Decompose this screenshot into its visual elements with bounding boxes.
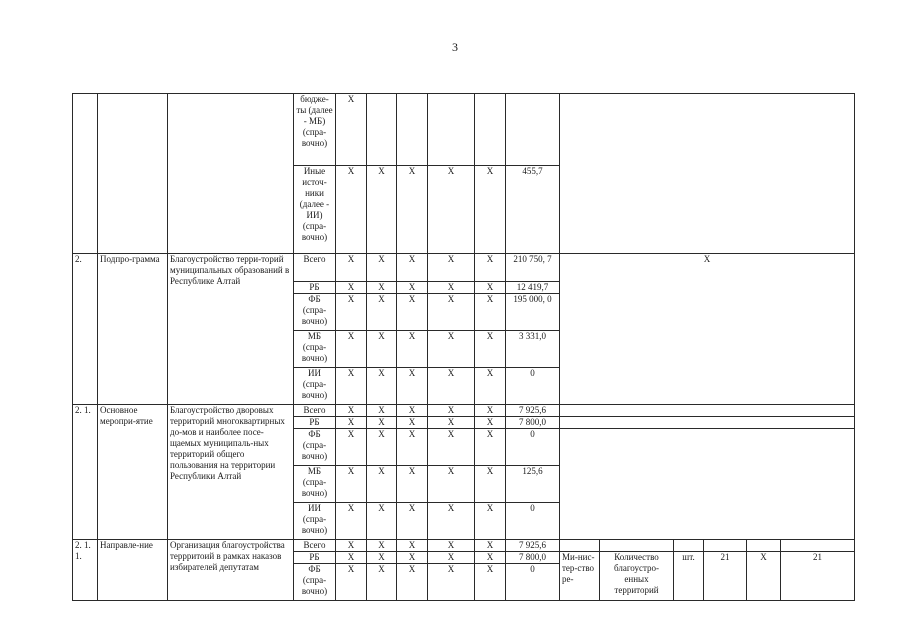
x-cell: X	[336, 254, 367, 282]
row-number: 2.	[73, 254, 98, 405]
x-cell: X	[475, 282, 506, 294]
source-label: ИИ (спра-вочно)	[294, 368, 336, 405]
unit-cell: шт.	[674, 552, 704, 601]
x-cell: X	[428, 254, 475, 282]
x-cell: X	[475, 540, 506, 552]
x-cell: X	[367, 368, 397, 405]
indicator-blank	[560, 429, 855, 540]
x-cell: X	[397, 466, 428, 503]
x-cell: X	[367, 540, 397, 552]
x-cell: X	[336, 331, 367, 368]
x-cell: X	[475, 166, 506, 254]
x-cell: X	[475, 503, 506, 540]
x-cell: X	[367, 254, 397, 282]
ministry-cell: Ми-нис-тер-ство ре-	[560, 552, 600, 601]
x-cell: X	[475, 466, 506, 503]
x-cell: X	[367, 282, 397, 294]
source-label: РБ	[294, 417, 336, 429]
x-cell: X	[475, 405, 506, 417]
source-label: РБ	[294, 552, 336, 564]
cont-indicator-cell	[560, 94, 855, 254]
source-label: Всего	[294, 254, 336, 282]
x-cell: X	[397, 503, 428, 540]
row-name: Организация благоустройства террритоий в рамках наказов избирателей депутатам	[168, 540, 294, 601]
value-cell: 7 925,6	[506, 540, 560, 552]
x-cell: X	[367, 552, 397, 564]
x-cell: X	[428, 552, 475, 564]
x-cell: X	[428, 503, 475, 540]
cont-name-cell	[168, 94, 294, 254]
x-cell: X	[397, 429, 428, 466]
x-cell: X	[397, 331, 428, 368]
x-cell: X	[397, 282, 428, 294]
x-cell: X	[397, 540, 428, 552]
x-cell: X	[397, 405, 428, 417]
x-cell: X	[397, 368, 428, 405]
x-cell: X	[428, 540, 475, 552]
program-finance-table	[72, 93, 855, 601]
x-cell: X	[367, 466, 397, 503]
x-cell: X	[397, 294, 428, 331]
subprogram-indicator-x: X	[560, 254, 855, 405]
indicator-value-2: X	[747, 552, 781, 601]
value-cell: 7 925,6	[506, 405, 560, 417]
source-ii: Иные источ-ники (далее - ИИ) (спра-вочно)	[294, 166, 336, 254]
x-cell: X	[336, 405, 367, 417]
source-label: ИИ (спра-вочно)	[294, 503, 336, 540]
value-cell: 125,6	[506, 466, 560, 503]
x-cell: X	[367, 417, 397, 429]
source-label: Всего	[294, 405, 336, 417]
x-cell: X	[367, 405, 397, 417]
x-cell: X	[397, 166, 428, 254]
source-mb: бюдже-ты (далее - МБ) (спра-вочно)	[294, 94, 336, 166]
cont-type-cell	[98, 94, 168, 254]
x-cell: X	[336, 417, 367, 429]
x-cell: X	[475, 564, 506, 601]
row-type: Подпро-грамма	[98, 254, 168, 405]
value-cell: 12 419,7	[506, 282, 560, 294]
x-cell: X	[475, 294, 506, 331]
x-cell: X	[336, 503, 367, 540]
x-cell: X	[367, 564, 397, 601]
value-cell: 210 750, 7	[506, 254, 560, 282]
source-label: Всего	[294, 540, 336, 552]
x-cell: X	[336, 564, 367, 601]
page-number: 3	[452, 40, 458, 54]
source-label: ФБ (спра-вочно)	[294, 294, 336, 331]
x-cell: X	[428, 429, 475, 466]
source-label: МБ (спра-вочно)	[294, 331, 336, 368]
value-cell: 0	[506, 503, 560, 540]
x-cell: X	[428, 417, 475, 429]
indicator-value-3: 21	[781, 552, 855, 601]
x-cell: X	[336, 540, 367, 552]
x-cell: X	[336, 552, 367, 564]
x-cell: X	[336, 94, 367, 166]
x-cell: X	[367, 503, 397, 540]
x-cell: X	[475, 552, 506, 564]
value-cell: 0	[506, 429, 560, 466]
x-cell: X	[397, 417, 428, 429]
value-cell: 7 800,0	[506, 552, 560, 564]
indicator-blank	[560, 405, 855, 417]
value-cell: 0	[506, 368, 560, 405]
source-label: ФБ (спра-вочно)	[294, 564, 336, 601]
x-cell: X	[367, 331, 397, 368]
value-cell: 195 000, 0	[506, 294, 560, 331]
indicator-blank	[560, 417, 855, 429]
x-cell: X	[428, 166, 475, 254]
x-cell: X	[475, 417, 506, 429]
row-number: 2. 1. 1.	[73, 540, 98, 601]
value-cell: 3 331,0	[506, 331, 560, 368]
x-cell: X	[475, 254, 506, 282]
x-cell: X	[367, 294, 397, 331]
x-cell: X	[428, 564, 475, 601]
source-label: ФБ (спра-вочно)	[294, 429, 336, 466]
x-cell: X	[397, 564, 428, 601]
cont-num-cell	[73, 94, 98, 254]
x-cell: X	[336, 368, 367, 405]
value-cell: 0	[506, 564, 560, 601]
x-cell: X	[428, 331, 475, 368]
indicator-value-1: 21	[704, 552, 747, 601]
x-cell: X	[397, 552, 428, 564]
x-cell: X	[336, 282, 367, 294]
x-cell: X	[336, 429, 367, 466]
x-cell: X	[397, 254, 428, 282]
row-type: Основное меропри-ятие	[98, 405, 168, 540]
row-type: Направле-ние	[98, 540, 168, 601]
x-cell: X	[336, 294, 367, 331]
x-cell: X	[475, 429, 506, 466]
x-cell: X	[336, 166, 367, 254]
value-cell: 455,7	[506, 166, 560, 254]
source-label: МБ (спра-вочно)	[294, 466, 336, 503]
source-label: РБ	[294, 282, 336, 294]
x-cell: X	[428, 466, 475, 503]
x-cell: X	[428, 282, 475, 294]
x-cell: X	[475, 331, 506, 368]
row-number: 2. 1.	[73, 405, 98, 540]
x-cell: X	[367, 429, 397, 466]
row-name: Благоустройство терри-торий муниципальных образований в Республике Алтай	[168, 254, 294, 405]
x-cell: X	[367, 166, 397, 254]
x-cell: X	[428, 368, 475, 405]
indicator-name: Количество благоустро-енных территорий	[600, 552, 674, 601]
x-cell: X	[428, 405, 475, 417]
value-cell: 7 800,0	[506, 417, 560, 429]
row-name: Благоустройство дворовых территорий многоквартирных до-мов и наиболее посе-щаемых муниципаль-ных территорий общего пользования на территории Республики Алтай	[168, 405, 294, 540]
x-cell: X	[475, 368, 506, 405]
x-cell: X	[428, 294, 475, 331]
x-cell: X	[336, 466, 367, 503]
